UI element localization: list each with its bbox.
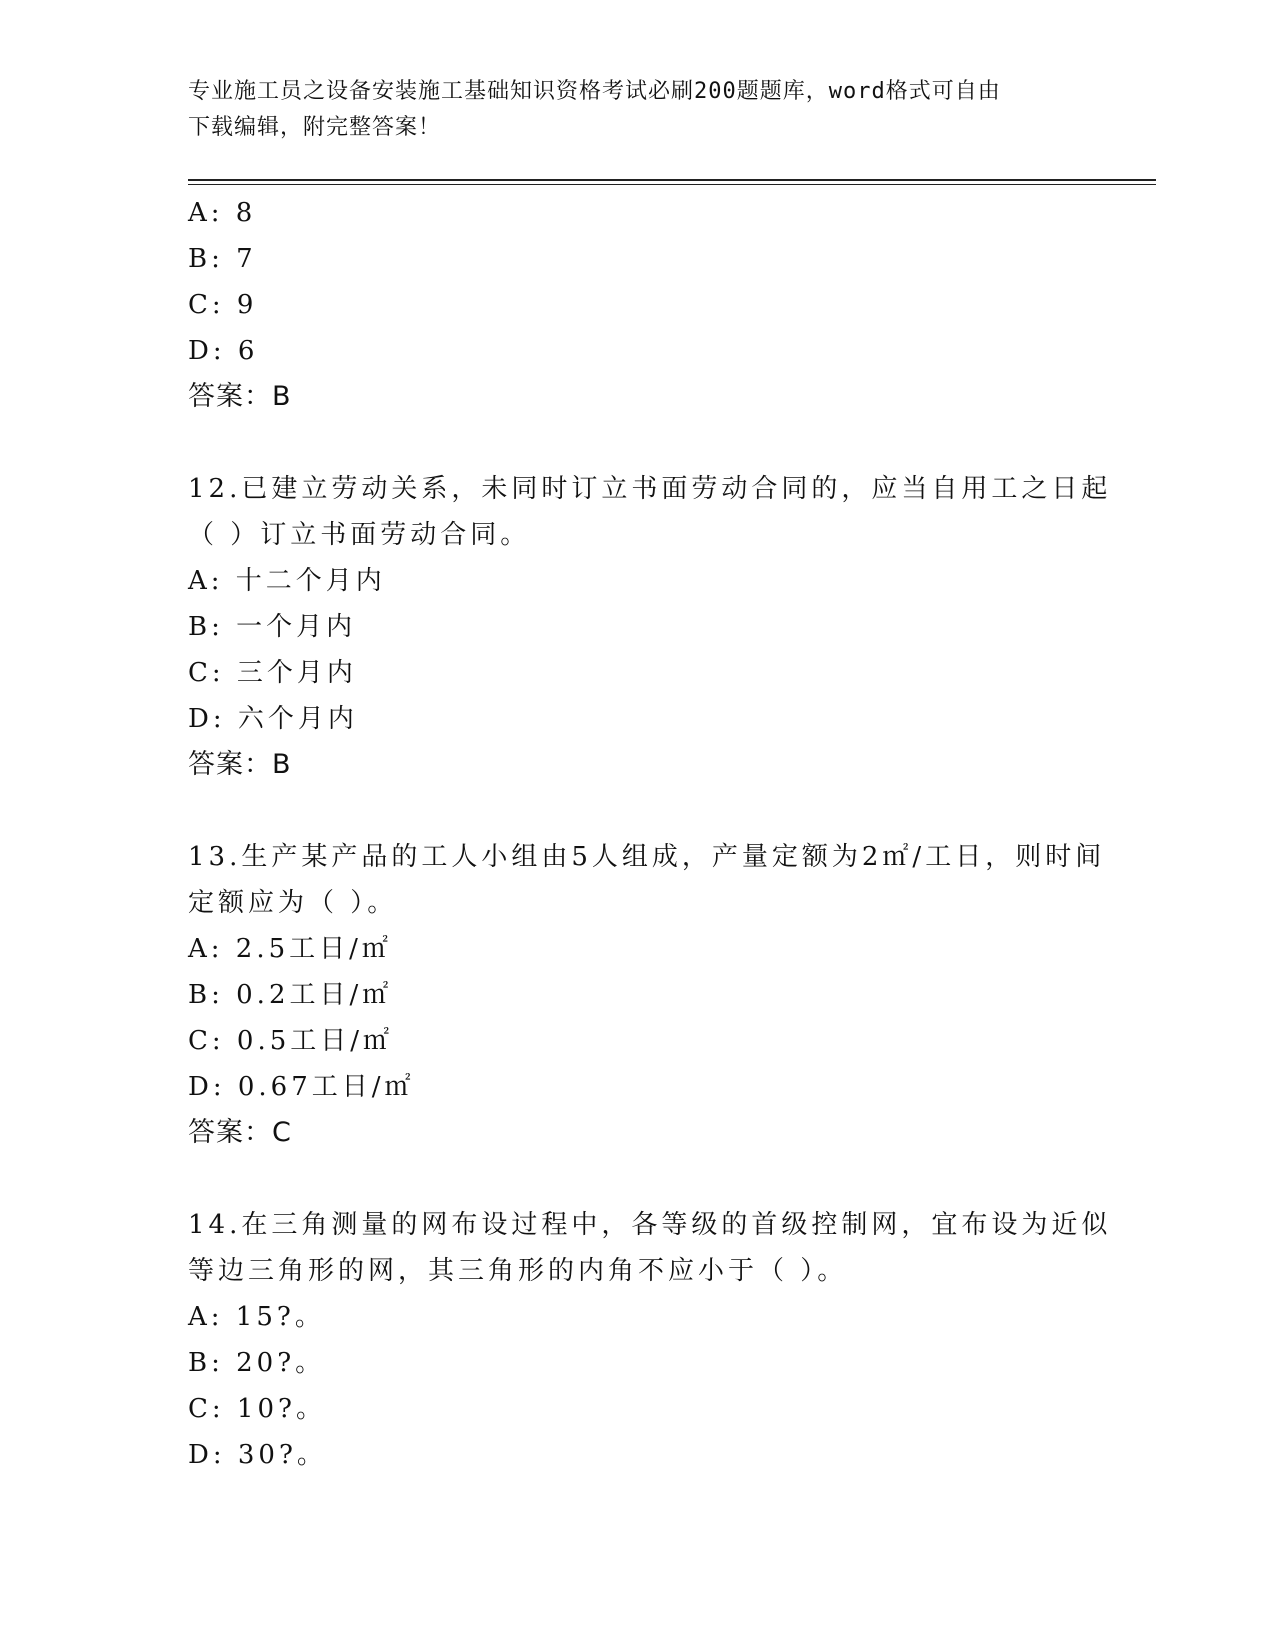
question-12: [188, 466, 1112, 788]
option-c: C: 三个月内: [188, 658, 357, 688]
question-stem: 13.生产某产品的工人小组由5人组成，产量定额为2㎡/工日，则时间: [188, 842, 1106, 872]
option-d: D: 0.67工日/㎡: [188, 1072, 415, 1102]
question-11: [188, 190, 1088, 420]
question-stem: 12.已建立劳动关系，未同时订立书面劳动合同的，应当自用工之日起: [188, 474, 1112, 504]
option-b: B: 20?。: [188, 1348, 326, 1378]
option-d: D: 六个月内: [188, 704, 358, 734]
option-a: A: 2.5工日/㎡: [188, 934, 392, 964]
header-rule-thin: [188, 184, 1156, 185]
option-b: B: 一个月内: [188, 612, 357, 642]
option-c: C: 0.5工日/㎡: [188, 1026, 394, 1056]
question-stem: （ ）订立书面劳动合同。: [188, 520, 531, 550]
answer-line: 答案：B: [188, 381, 292, 412]
question-stem: 14.在三角测量的网布设过程中，各等级的首级控制网，宜布设为近似: [188, 1210, 1112, 1240]
option-a: A: 8: [188, 198, 257, 228]
header-rule-thick: [188, 179, 1156, 181]
question-content: [188, 190, 1112, 1478]
option-c: C: 10?。: [188, 1394, 326, 1424]
option-b: B: 0.2工日/㎡: [188, 980, 393, 1010]
document-header: [188, 74, 1088, 146]
option-d: D: 6: [188, 336, 259, 366]
option-c: C: 9: [188, 290, 258, 320]
header-line-2: 下载编辑，附完整答案！: [188, 115, 442, 140]
option-a: A: 15?。: [188, 1302, 325, 1332]
header-line-1: 专业施工员之设备安装施工基础知识资格考试必刷200题题库，word格式可自由: [188, 79, 1001, 104]
answer-line: 答案：B: [188, 749, 292, 780]
question-13: [188, 834, 1106, 1156]
option-b: B: 7: [188, 244, 257, 274]
question-14: [188, 1202, 1112, 1478]
option-d: D: 30?。: [188, 1440, 327, 1470]
option-a: A: 十二个月内: [188, 566, 386, 596]
question-stem: 等边三角形的网，其三角形的内角不应小于（ ）。: [188, 1256, 848, 1286]
question-stem: 定额应为（ ）。: [188, 888, 398, 918]
answer-line: 答案：C: [188, 1117, 292, 1148]
